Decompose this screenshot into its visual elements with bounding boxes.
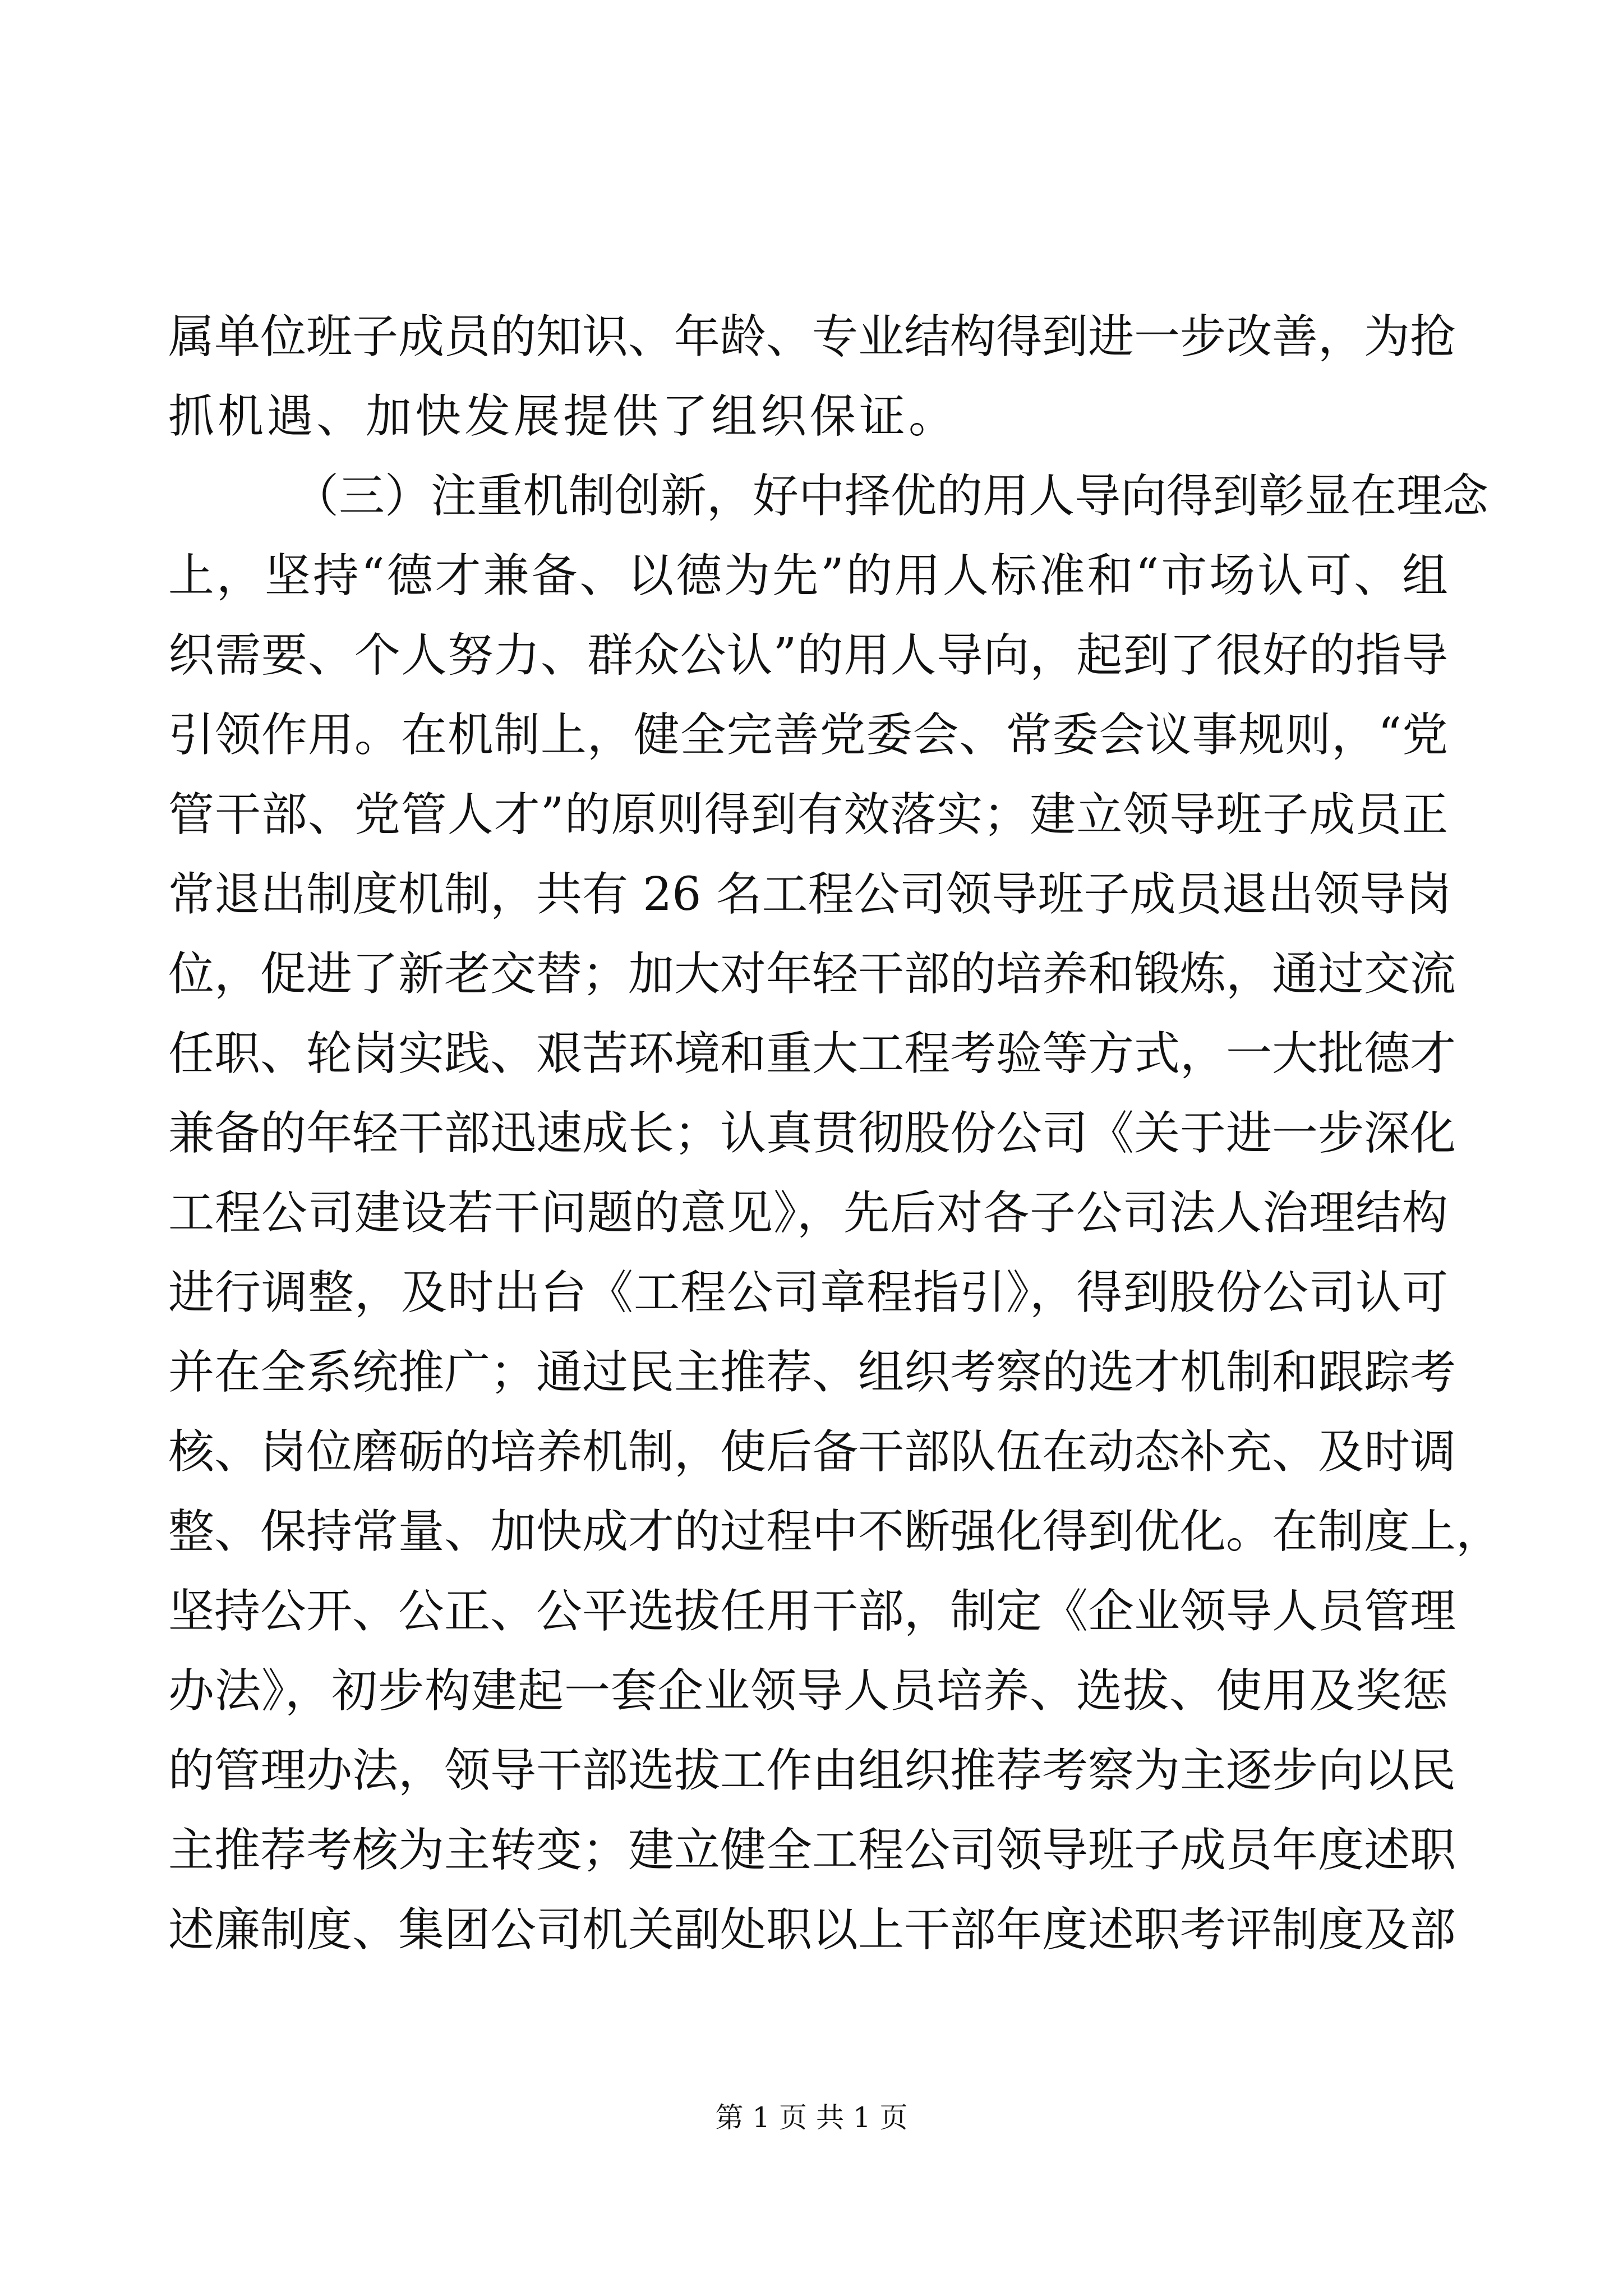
text-line: 述廉制度、集团公司机关副处职以上干部年度述职考评制度及部 [168, 1903, 1456, 1957]
text-line: 位，促进了新老交替；加大对年轻干部的培养和锻炼，通过交流 [168, 947, 1456, 1001]
text-line: 主推荐考核为主转变；建立健全工程公司领导班子成员年度述职 [168, 1824, 1456, 1877]
paragraph-start-line: （三）注重机制创新，好中择优的用人导向得到彰显在理念 [293, 470, 1489, 523]
text-line: 并在全系统推广；通过民主推荐、组织考察的选才机制和跟踪考 [168, 1346, 1456, 1399]
text-line: 兼备的年轻干部迅速成长；认真贯彻股份公司《关于进一步深化 [168, 1107, 1456, 1160]
text-line: 坚持公开、公正、公平选拔任用干部，制定《企业领导人员管理 [168, 1585, 1456, 1638]
text-line: 属单位班子成员的知识、年龄、专业结构得到进一步改善，为抢 [168, 310, 1456, 364]
page-number-footer: 第 1 页 共 1 页 [715, 2101, 908, 2134]
text-line: 的管理办法，领导干部选拔工作由组织推荐考察为主逐步向以民 [168, 1744, 1456, 1797]
text-line: 进行调整，及时出台《工程公司章程指引》，得到股份公司认可 [168, 1266, 1448, 1319]
text-line: 引领作用。在机制上，健全完善党委会、常委会议事规则，“党 [168, 708, 1448, 762]
text-line: 办法》，初步构建起一套企业领导人员培养、选拔、使用及奖惩 [168, 1664, 1448, 1718]
text-line: 上，坚持“德才兼备、以德为先”的用人标准和“市场认可、组 [168, 549, 1448, 602]
text-line: 整、保持常量、加快成才的过程中不断强化得到优化。在制度上， [168, 1505, 1502, 1558]
text-line: 常退出制度机制，共有 26 名工程公司领导班子成员退出领导岗 [168, 868, 1452, 921]
text-line: 任职、轮岗实践、艰苦环境和重大工程考验等方式，一大批德才 [168, 1027, 1456, 1080]
text-line: 管干部、党管人才”的原则得到有效落实；建立领导班子成员正 [168, 788, 1448, 841]
text-line: 工程公司建设若干问题的意见》，先后对各子公司法人治理结构 [168, 1186, 1448, 1240]
text-line: 抓机遇、加快发展提供了组织保证。 [168, 390, 958, 443]
text-line: 织需要、个人努力、群众公认”的用人导向，起到了很好的指导 [168, 629, 1448, 682]
text-line: 核、岗位磨砺的培养机制，使后备干部队伍在动态补充、及时调 [168, 1425, 1456, 1479]
